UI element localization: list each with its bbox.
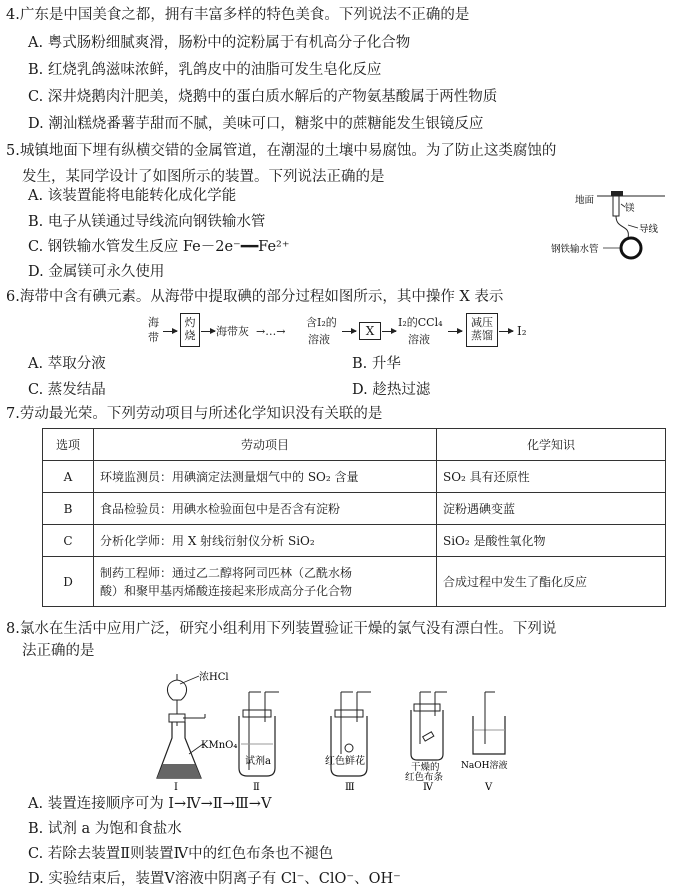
table-row	[43, 525, 666, 557]
apparatus-3	[325, 692, 371, 792]
q8-option-a: A. 装置连接顺序可为 Ⅰ→Ⅳ→Ⅱ→Ⅲ→Ⅴ	[28, 796, 272, 812]
q5-option-d: D. 金属镁可永久使用	[28, 264, 165, 280]
flow-sol-a: 含I₂的	[306, 316, 337, 329]
q6-option-a: A. 萃取分液	[28, 356, 106, 372]
distill-box	[466, 313, 498, 347]
q4-option-a: A. 粤式肠粉细腻爽滑，肠粉中的淀粉属于有机高分子化合物	[28, 35, 411, 51]
flow-arrow	[499, 331, 513, 332]
row-knowledge: 合成过程中发生了酯化反应	[437, 557, 666, 607]
apparatus-5	[461, 692, 507, 792]
q6-option-d: D. 趁热过滤	[352, 382, 431, 398]
row-labor-line2: 酸）和聚甲基丙烯酸连接起来形成高分子化合物	[100, 583, 353, 598]
label-1: Ⅰ	[174, 782, 178, 792]
flow-arrow	[382, 331, 396, 332]
header-option: 选项	[43, 429, 94, 461]
burn-box	[180, 313, 200, 347]
flow-sol-b: 溶液	[308, 333, 330, 346]
chlorine-apparatus-figure	[155, 664, 535, 792]
fresh-flower-label: 红色鲜花	[325, 756, 365, 767]
flow-arrow	[448, 331, 462, 332]
naoh-label: NaOH溶液	[461, 761, 508, 771]
q5-option-c: C. 钢铁输水管发生反应 Fe－2e⁻━━Fe²⁺	[28, 239, 290, 255]
row-labor	[94, 557, 437, 607]
flow-arrow	[201, 331, 215, 332]
apparatus-2	[239, 692, 279, 792]
q7-table	[42, 428, 666, 607]
flow-ccl4-b: 溶液	[408, 333, 430, 346]
label-3: Ⅲ	[345, 782, 355, 792]
row-knowledge: 淀粉遇碘变蓝	[437, 493, 666, 525]
row-key: C	[43, 525, 94, 557]
q4-option-b: B. 红烧乳鸽滋味浓鲜，乳鸽皮中的油脂可发生皂化反应	[28, 62, 382, 78]
q4-option-c: C. 深井烧鹅肉汁肥美，烧鹅中的蛋白质水解后的产物氨基酸属于两性物质	[28, 89, 498, 105]
dry-cloth-label-b: 红色布条	[405, 772, 444, 783]
row-key: B	[43, 493, 94, 525]
q8-stem-line1: 8.氯水在生活中应用广泛，研究小组利用下列装置验证干燥的氯气没有漂白性。下列说	[6, 621, 557, 637]
q4-stem: 4.广东是中国美食之都，拥有丰富多样的特色美食。下列说法不正确的是	[6, 7, 470, 23]
header-labor: 劳动项目	[94, 429, 437, 461]
apparatus-1	[157, 670, 237, 792]
kmno4-label: KMnO₄	[201, 740, 238, 751]
flow-ccl4-a: I₂的CCl₄	[398, 316, 443, 329]
q6-stem: 6.海带中含有碘元素。从海带中提取碘的部分过程如图所示，其中操作 X 表示	[6, 289, 504, 305]
mg-label: 镁	[625, 203, 635, 214]
q5-option-b: B. 电子从镁通过导线流向钢铁输水管	[28, 214, 266, 230]
q7-stem: 7.劳动最光荣。下列劳动项目与所述化学知识没有关联的是	[6, 406, 383, 422]
label-2: Ⅱ	[253, 782, 260, 792]
reagent-a-label: 试剂a	[245, 756, 271, 767]
row-key: D	[43, 557, 94, 607]
distill-a: 减压	[471, 316, 493, 329]
row-labor: 食品检验员：用碘水检验面包中是否含有淀粉	[94, 493, 437, 525]
corrosion-protection-figure	[545, 182, 685, 272]
flow-kelp-b: 带	[148, 331, 159, 344]
row-labor: 环境监测员：用碘滴定法测量烟气中的 SO₂ 含量	[94, 461, 437, 493]
flow-arrow	[342, 331, 356, 332]
burn-a: 灼	[184, 316, 196, 329]
pipe-label: 钢铁输水管	[551, 244, 599, 255]
burn-b: 烧	[184, 329, 196, 342]
table-row	[43, 493, 666, 525]
operation-x-box: X	[359, 322, 381, 340]
table-row	[43, 557, 666, 607]
wire-label: 导线	[639, 224, 659, 235]
row-knowledge: SiO₂ 是酸性氧化物	[437, 525, 666, 557]
apparatus-4	[405, 692, 447, 792]
q5-stem-line1: 5.城镇地面下埋有纵横交错的金属管道，在潮湿的土壤中易腐蚀。为了防止这类腐蚀的	[6, 143, 557, 159]
q4-option-d: D. 潮汕糕烧番薯芋甜而不腻，美味可口，糖浆中的蔗糖能发生银镜反应	[28, 116, 484, 132]
q8-option-d: D. 实验结束后，装置Ⅴ溶液中阴离子有 Cl⁻、ClO⁻、OH⁻	[28, 871, 401, 887]
dry-cloth-label-a: 干燥的	[411, 762, 440, 773]
q5-option-a: A. 该装置能将电能转化成化学能	[28, 188, 237, 204]
label-4: Ⅳ	[423, 782, 433, 792]
q8-stem-line2: 法正确的是	[22, 643, 95, 659]
table-header-row	[43, 429, 666, 461]
row-knowledge: SO₂ 具有还原性	[437, 461, 666, 493]
distill-b: 蒸馏	[471, 329, 493, 342]
flow-kelp-a: 海	[148, 316, 159, 329]
q5-stem-line2: 发生，某同学设计了如图所示的装置。下列说法正确的是	[22, 169, 385, 185]
q8-option-c: C. 若除去装置Ⅱ则装置Ⅳ中的红色布条也不褪色	[28, 846, 334, 862]
table-row	[43, 461, 666, 493]
flow-dots: →…→	[256, 325, 286, 338]
hcl-label: 浓HCl	[199, 672, 229, 683]
q6-option-c: C. 蒸发结晶	[28, 382, 106, 398]
flow-ash: 海带灰	[216, 325, 249, 338]
q6-option-b: B. 升华	[352, 356, 401, 372]
header-knowledge: 化学知识	[437, 429, 666, 461]
flow-product: I₂	[517, 324, 527, 338]
row-labor-line1: 制药工程师：通过乙二醇将阿司匹林（乙酰水杨	[100, 565, 353, 580]
q8-option-b: B. 试剂 a 为饱和食盐水	[28, 821, 182, 837]
ground-label: 地面	[575, 195, 595, 206]
label-5: Ⅴ	[485, 782, 493, 792]
flow-arrow	[163, 331, 177, 332]
row-labor: 分析化学师：用 X 射线衍射仪分析 SiO₂	[94, 525, 437, 557]
row-key: A	[43, 461, 94, 493]
